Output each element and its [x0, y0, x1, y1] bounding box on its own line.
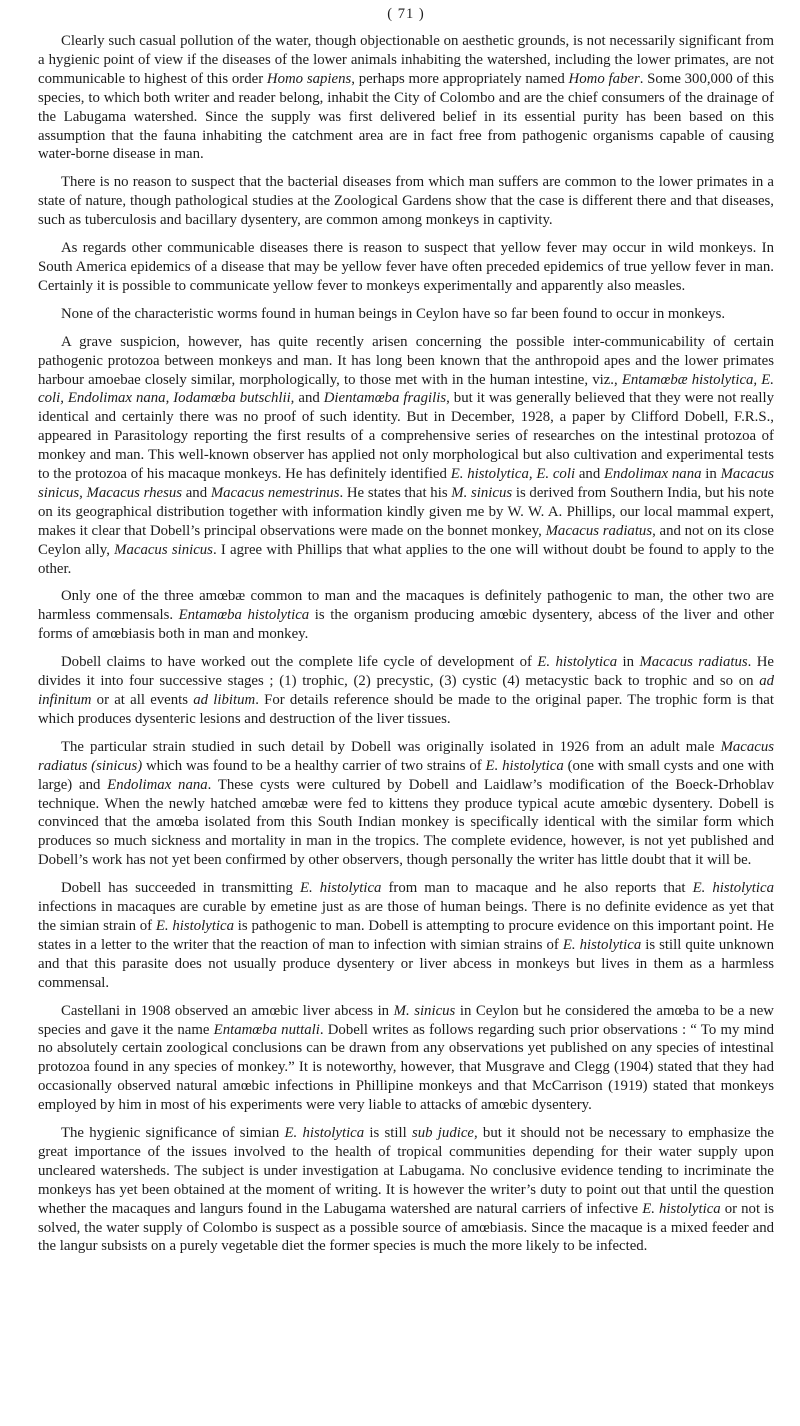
text-run: As regards other communicable diseases there is reason to suspect that yellow fever may occur in wild monkeys. In South America epidemics of a disease that may be yellow fever have often preceded epidemics of true yellow fever in man. Certainly it is possible to communicate yellow fever to monkeys experimentally and apparently also measles.	[38, 240, 774, 294]
paragraph	[38, 32, 774, 164]
text-run: , but it should not be necessary to emphasize the great importance of the issues involved to the health of tropical communities depending for their water supply upon uncleared watersheds. The subject is under investigation at Labugama. No conclusive evidence tending to incriminate the monkeys has yet been obtained at the moment of writing. It is however the writer’s duty to point out that until the question whether the macaques and langurs found in the Labugama watershed are natural carriers of infective	[38, 1125, 774, 1217]
text-run: There is no reason to suspect that the bacterial diseases from which man suffers are common to the lower primates in a state of nature, though pathological studies at the Zoological Gardens show that the case is different there and that diseases, such as tuberculosis and bacillary dysentery, are common among monkeys in captivity.	[38, 174, 774, 229]
text-run: . Some 300,000 of this species, to which both writer and reader belong, inhabit the City of Colombo and are the chief consumers of the drainage of the Labugama watershed. Since the supply was first delivered belief in its essential purity has been based on this assumption that the fauna inhabiting the catchment area are in fact free from pathogenic organisms capable of causing water-borne disease in man.	[38, 70, 774, 163]
italic-term: Entamœba nuttali	[213, 1021, 320, 1038]
paragraph	[38, 173, 774, 230]
text-run: is derived from Southern India, but his note on its geographical distribution together with information kindly given me by W. W. A. Phillips, our local mammal expert, makes it clear that Dobell’s principal observations were made on the bonnet monkey,	[38, 484, 775, 539]
italic-term: ad libitum	[193, 692, 256, 708]
italic-term: Macacus sinicus	[114, 541, 213, 558]
italic-term: ad infinitum	[38, 673, 774, 708]
text-run: The particular strain studied in such detail by Dobell was originally isolated in 1926 from an adult male	[61, 738, 721, 755]
text-run: . He divides it into four successive stages ; (1) trophic, (2) precystic, (3) cystic (4) metacystic back to trophic and so on	[38, 654, 774, 690]
text-run: Clearly such casual pollution of the water, though objectionable on aesthetic grounds, is not necessarily significant from a hygienic point of view if the diseases of the lower animals inhabiting the watershed, including the lower primates, are not communicable to highest of this order	[38, 33, 774, 87]
italic-term: Homo sapiens	[266, 70, 352, 87]
italic-term: Homo faber	[568, 70, 640, 87]
text-run: Castellani in 1908 observed an amœbic liver abcess in	[61, 1002, 394, 1019]
text-run: . He states that his	[339, 484, 452, 501]
text-run: The hygienic significance of simian	[61, 1125, 285, 1142]
paragraph	[38, 239, 774, 296]
text-run: which was found to be a healthy carrier of two strains of	[142, 757, 486, 774]
text-run: None of the characteristic worms found in human beings in Ceylon have so far been found to occur in monkeys.	[61, 305, 726, 322]
text-run: , and not on its close Ceylon ally,	[38, 522, 774, 558]
text-run: in	[617, 654, 640, 671]
text-run: and	[575, 466, 604, 483]
italic-term: E. histolytica	[300, 880, 382, 897]
paragraph	[38, 879, 774, 992]
italic-term: E. histolytica	[537, 654, 618, 671]
text-run: A grave suspicion, however, has quite recently arisen concerning the possible inter-communicability of certain pathogenic protozoa between monkeys and man. It has long been known that the anthropoid apes and the lower primates harbour amoebae closely similar, morphologically, to those met with in the human intestine, viz.,	[38, 333, 774, 388]
italic-term: Macacus radiatus	[639, 654, 748, 671]
body-text	[38, 32, 774, 1256]
italic-term: E. histolytica, E. coli	[450, 466, 576, 483]
text-run: in Ceylon but he considered the amœba to be a new species and gave it the name	[38, 1002, 774, 1038]
italic-term: E. histolytica	[692, 880, 774, 897]
text-run: is still	[364, 1125, 412, 1142]
paragraph	[38, 738, 774, 870]
text-run: Dobell has succeeded in transmitting	[61, 880, 300, 897]
text-run: from man to macaque and he also reports that	[381, 880, 693, 897]
italic-term: Macacus nemestrinus	[210, 484, 340, 501]
italic-term: Macacus radiatus	[545, 522, 653, 539]
text-run: . These cysts were cultured by Dobell and Laidlaw’s modification of the Boeck-Drhoblav technique. When the newly hatched amœbæ were fed to kittens they produce typical acute amœbic dysentery. Dobell is convinced that the amœba isolated from this South Indian monkey is specifically identical with the similar form which produces so much sickness and mortality in man in the tropics. The complete evidence, however, is not yet published and Dobell’s work has not yet been confirmed by other observers, though personally the writer has little doubt that it will be.	[38, 776, 774, 869]
text-run: is the organism producing amœbic dysentery, abcess of the liver and other forms of amœbiasis both in man and monkey.	[38, 607, 774, 643]
text-run: infections in macaques are curable by emetine just as are those of human beings. There is no definite evidence as yet that the simian strain of	[38, 899, 774, 934]
paragraph	[38, 587, 774, 644]
italic-term: M. sinicus	[451, 484, 513, 501]
text-run: and	[294, 390, 324, 407]
italic-term: E. histolytica	[485, 757, 564, 774]
text-run: Only one of the three amœbæ common to man and the macaques is definitely pathogenic to man, the other two are harmless commensals.	[38, 588, 774, 624]
page-number: ( 71 )	[387, 6, 425, 22]
italic-term: E. histolytica	[155, 917, 235, 934]
italic-term: E. histolytica	[562, 936, 642, 953]
text-run: is pathogenic to man. Dobell is attempting to procure evidence on this important point. He states in a letter to the writer that the reaction of man to infection with simian strains of	[38, 917, 774, 953]
text-run: is still quite unknown and that this parasite does not usually produce dysentery or liver abcess in monkeys but lives in them as a harmless commensal.	[38, 936, 774, 991]
paragraph	[38, 1124, 774, 1256]
paragraph	[38, 653, 774, 729]
italic-term: M. sinicus	[393, 1002, 456, 1019]
text-run: . Dobell writes as follows regarding such prior observations : “ To my mind no absolutely certain zoological conclusions can be drawn from any observations yet published on any species of intestinal protozoa found in any species of monkey.” It is noteworthy, however, that Musgrave and Clegg (1904) stated that they had occasionally observed natural amœbic infections in Phillipine monkeys and that McCarrison (1919) stated that monkeys employed by him in most of his experiments were very liable to attacks of amœbic dysentery.	[38, 1021, 774, 1114]
text-run: . I agree with Phillips that what applies to the one will without doubt be found to apply to the other.	[38, 541, 775, 577]
italic-term: Entamœba histolytica	[178, 607, 310, 624]
text-run: in	[701, 466, 721, 483]
italic-term: Dientamœba fragilis	[323, 390, 447, 407]
text-run: and	[182, 484, 211, 501]
paragraph	[38, 1002, 774, 1115]
text-run: , perhaps more appropriately named	[351, 70, 569, 87]
text-run: . For details reference should be made to the original paper. The trophic form is that which produces dysenteric lesions and destruction of the liver tissues.	[38, 692, 774, 727]
italic-term: Macacus radiatus (sinicus)	[38, 738, 774, 774]
paragraph	[38, 333, 774, 579]
italic-term: Entamœbæ histolytica, E. coli, Endolimax nana, Iodamœba butschlii,	[38, 371, 775, 407]
text-run: , but it was generally believed that they were not really identical and certainly there was no proof of such identity. But in December, 1928, a paper by Clifford Dobell, F.R.S., appeared in Parasitology reporting the first results of a comprehensive series of researches on the intestinal protozoa of monkey and man. This well-known observer has applied not only morphological but also cultivation and experimental tests to the protozoa of his macaque monkeys. He has definitely identified	[38, 390, 774, 483]
italic-term: Endolimax nana	[107, 776, 208, 793]
text-run: Dobell claims to have worked out the complete life cycle of development of	[61, 654, 538, 671]
italic-term: Macacus sinicus, Macacus rhesus	[38, 466, 775, 501]
italic-term: E. histolytica	[642, 1200, 721, 1217]
text-run: or at all events	[91, 692, 194, 708]
paragraph	[38, 305, 774, 324]
italic-term: sub judice	[412, 1125, 474, 1142]
text-run: (one with small cysts and one with large) and	[38, 757, 774, 793]
text-run: or not is solved, the water supply of Colombo is suspect as a possible source of amœbiasis. Since the macaque is a mixed feeder and the langur subsists on a purely vegetable diet the former species is much the more likely to be infected.	[38, 1200, 774, 1255]
italic-term: E. histolytica	[284, 1125, 365, 1142]
italic-term: Endolimax nana	[604, 466, 702, 483]
